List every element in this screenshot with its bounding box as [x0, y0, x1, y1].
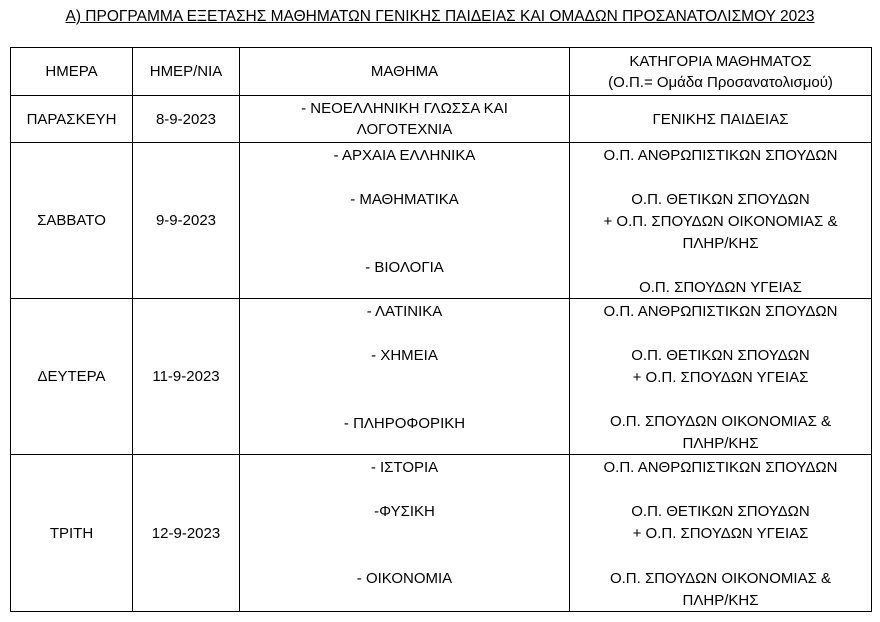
subject-item: - ΒΙΟΛΟΓΙΑ	[365, 259, 444, 276]
date-cell: 12-9-2023	[133, 455, 240, 612]
category-cell	[570, 143, 872, 299]
header-category-line1: ΚΑΤΗΓΟΡΙΑ ΜΑΘΗΜΑΤΟΣ	[629, 52, 812, 70]
category-item: + Ο.Π. ΣΠΟΥΔΩΝ ΥΓΕΙΑΣ	[632, 525, 809, 542]
category-item: ΠΛΗΡ/ΚΗΣ	[682, 435, 759, 452]
subject-item: - ΑΡΧΑΙΑ ΕΛΛΗΝΙΚΑ	[333, 147, 476, 164]
category-item: Ο.Π. ΘΕΤΙΚΩΝ ΣΠΟΥΔΩΝ	[631, 503, 810, 520]
category-item: ΠΛΗΡ/ΚΗΣ	[682, 592, 759, 609]
day-cell: ΠΑΡΑΣΚΕΥΗ	[11, 96, 133, 143]
category-item: Ο.Π. ΣΠΟΥΔΩΝ ΟΙΚΟΝΟΜΙΑΣ &	[609, 413, 832, 430]
subject-item: - ΟΙΚΟΝΟΜΙΑ	[356, 570, 453, 587]
category-cell	[570, 455, 872, 612]
day-cell: ΤΡΙΤΗ	[11, 455, 133, 612]
date-cell: 8-9-2023	[133, 96, 240, 143]
category-item: Ο.Π. ΑΝΘΡΩΠΙΣΤΙΚΩΝ ΣΠΟΥΔΩΝ	[603, 303, 838, 320]
date-cell: 9-9-2023	[133, 143, 240, 299]
subject-item: - ΛΑΤΙΝΙΚΑ	[366, 303, 443, 320]
table-row	[11, 96, 872, 143]
subject-item: - ΙΣΤΟΡΙΑ	[370, 459, 439, 476]
category-item: + Ο.Π. ΣΠΟΥΔΩΝ ΥΓΕΙΑΣ	[632, 369, 809, 386]
table-row	[11, 455, 872, 612]
subject-item: - ΠΛΗΡΟΦΟΡΙΚΗ	[343, 415, 466, 432]
document-title: Α) ΠΡΟΓΡΑΜΜΑ ΕΞΕΤΑΣΗΣ ΜΑΘΗΜΑΤΩΝ ΓΕΝΙΚΗΣ ΠΑΙΔΕΙΑΣ ΚΑΙ ΟΜΑΔΩΝ ΠΡΟΣΑΝΑΤΟΛΙΣΜΟΥ 2023	[65, 8, 815, 25]
date-cell: 11-9-2023	[133, 299, 240, 455]
subject-cell	[240, 455, 570, 612]
subject-item: - ΜΑΘΗΜΑΤΙΚΑ	[350, 191, 459, 208]
header-category-line2: (Ο.Π.= Ομάδα Προσανατολισμού)	[608, 73, 833, 91]
category-item: Ο.Π. ΑΝΘΡΩΠΙΣΤΙΚΩΝ ΣΠΟΥΔΩΝ	[603, 147, 838, 164]
category-item: Ο.Π. ΘΕΤΙΚΩΝ ΣΠΟΥΔΩΝ	[631, 191, 810, 208]
category-item: Ο.Π. ΣΠΟΥΔΩΝ ΟΙΚΟΝΟΜΙΑΣ &	[609, 570, 832, 587]
subject-line1: - ΝΕΟΕΛΛΗΝΙΚΗ ΓΛΩΣΣΑ ΚΑΙ	[301, 100, 508, 117]
category-cell	[570, 299, 872, 455]
header-day: ΗΜΕΡΑ	[11, 48, 133, 96]
category-cell: ΓΕΝΙΚΗΣ ΠΑΙΔΕΙΑΣ	[570, 96, 872, 143]
subject-line2: ΛΟΓΟΤΕΧΝΙΑ	[356, 121, 453, 138]
subject-item: - ΧΗΜΕΙΑ	[371, 347, 438, 364]
table-row	[11, 143, 872, 299]
day-cell: ΣΑΒΒΑΤΟ	[11, 143, 133, 299]
category-item: ΠΛΗΡ/ΚΗΣ	[682, 235, 759, 252]
header-date: ΗΜΕΡ/ΝΙΑ	[133, 48, 240, 96]
subject-item: -ΦΥΣΙΚΗ	[374, 503, 435, 520]
exam-schedule-table	[10, 47, 872, 612]
category-item: + Ο.Π. ΣΠΟΥΔΩΝ ΟΙΚΟΝΟΜΙΑΣ &	[603, 213, 838, 230]
day-cell: ΔΕΥΤΕΡΑ	[11, 299, 133, 455]
table-header-row	[11, 48, 872, 96]
header-category	[570, 48, 872, 96]
category-item: Ο.Π. ΑΝΘΡΩΠΙΣΤΙΚΩΝ ΣΠΟΥΔΩΝ	[603, 459, 838, 476]
table-row	[11, 299, 872, 455]
category-item: Ο.Π. ΘΕΤΙΚΩΝ ΣΠΟΥΔΩΝ	[631, 347, 810, 364]
subject-cell	[240, 96, 570, 143]
category-item: Ο.Π. ΣΠΟΥΔΩΝ ΥΓΕΙΑΣ	[639, 279, 802, 296]
subject-cell	[240, 143, 570, 299]
subject-cell	[240, 299, 570, 455]
header-subject: ΜΑΘΗΜΑ	[240, 48, 570, 96]
